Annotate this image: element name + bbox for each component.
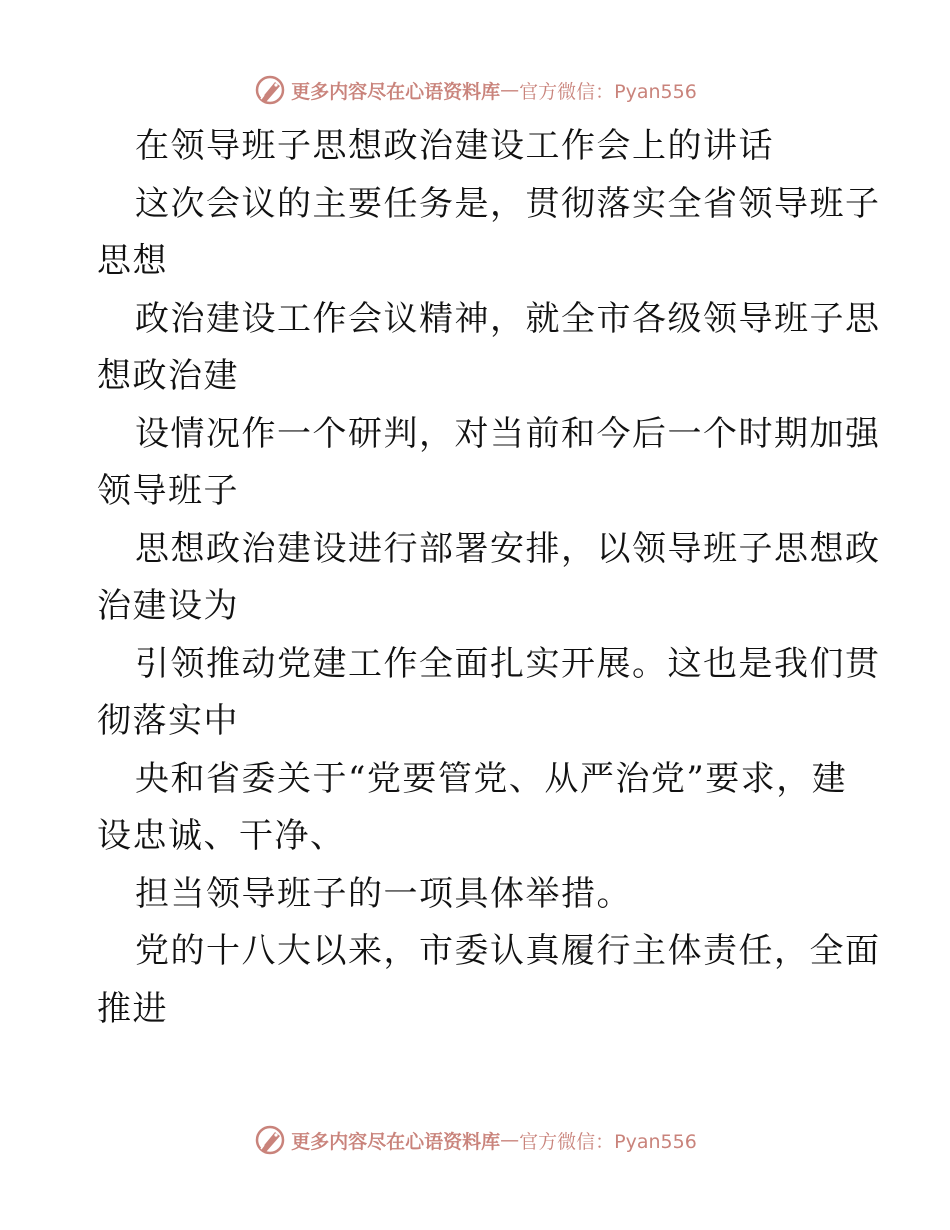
text-line: 设情况作一个研判，对当前和今后一个时期加强 (135, 413, 881, 454)
footer-banner-contact: 官方微信：Pyan556 (519, 1130, 697, 1153)
text-line: 彻落实中 (97, 701, 239, 741)
footer-banner-separator: — (500, 1129, 520, 1151)
text-line: 想政治建 (97, 356, 239, 396)
text-line: 推进 (97, 988, 168, 1029)
text-line: 央和省委关于“党要管党、从严治党”要求，建 (135, 758, 848, 799)
text-line: 领导班子 (97, 471, 239, 511)
text-line: 在领导班子思想政治建设工作会上的讲话 (135, 126, 774, 166)
text-line: 思想 (97, 241, 168, 281)
header-banner (0, 70, 950, 110)
document-body (97, 118, 881, 1038)
text-line: 治建设为 (97, 586, 239, 626)
text-line: 引领推动党建工作全面扎实开展。这也是我们贯 (135, 643, 881, 684)
footer-banner-title: 更多内容尽在心语资料库 (291, 1130, 501, 1153)
text-line: 这次会议的主要任务是，贯彻落实全省领导班子 (135, 183, 881, 224)
pen-nib-logo-icon (253, 1123, 287, 1157)
header-banner-separator: — (500, 79, 520, 101)
text-line: 担当领导班子的一项具体举措。 (135, 873, 632, 914)
text-line: 政治建设工作会议精神，就全市各级领导班子思 (135, 298, 881, 339)
text-line: 设忠诚、干净、 (97, 816, 346, 856)
footer-banner (0, 1120, 950, 1160)
header-banner-contact: 官方微信：Pyan556 (519, 80, 697, 103)
text-line: 党的十八大以来，市委认真履行主体责任，全面 (135, 931, 881, 971)
pen-nib-logo-icon (253, 73, 287, 107)
text-line: 思想政治建设进行部署安排，以领导班子思想政 (135, 528, 881, 569)
header-banner-title: 更多内容尽在心语资料库 (291, 80, 501, 103)
